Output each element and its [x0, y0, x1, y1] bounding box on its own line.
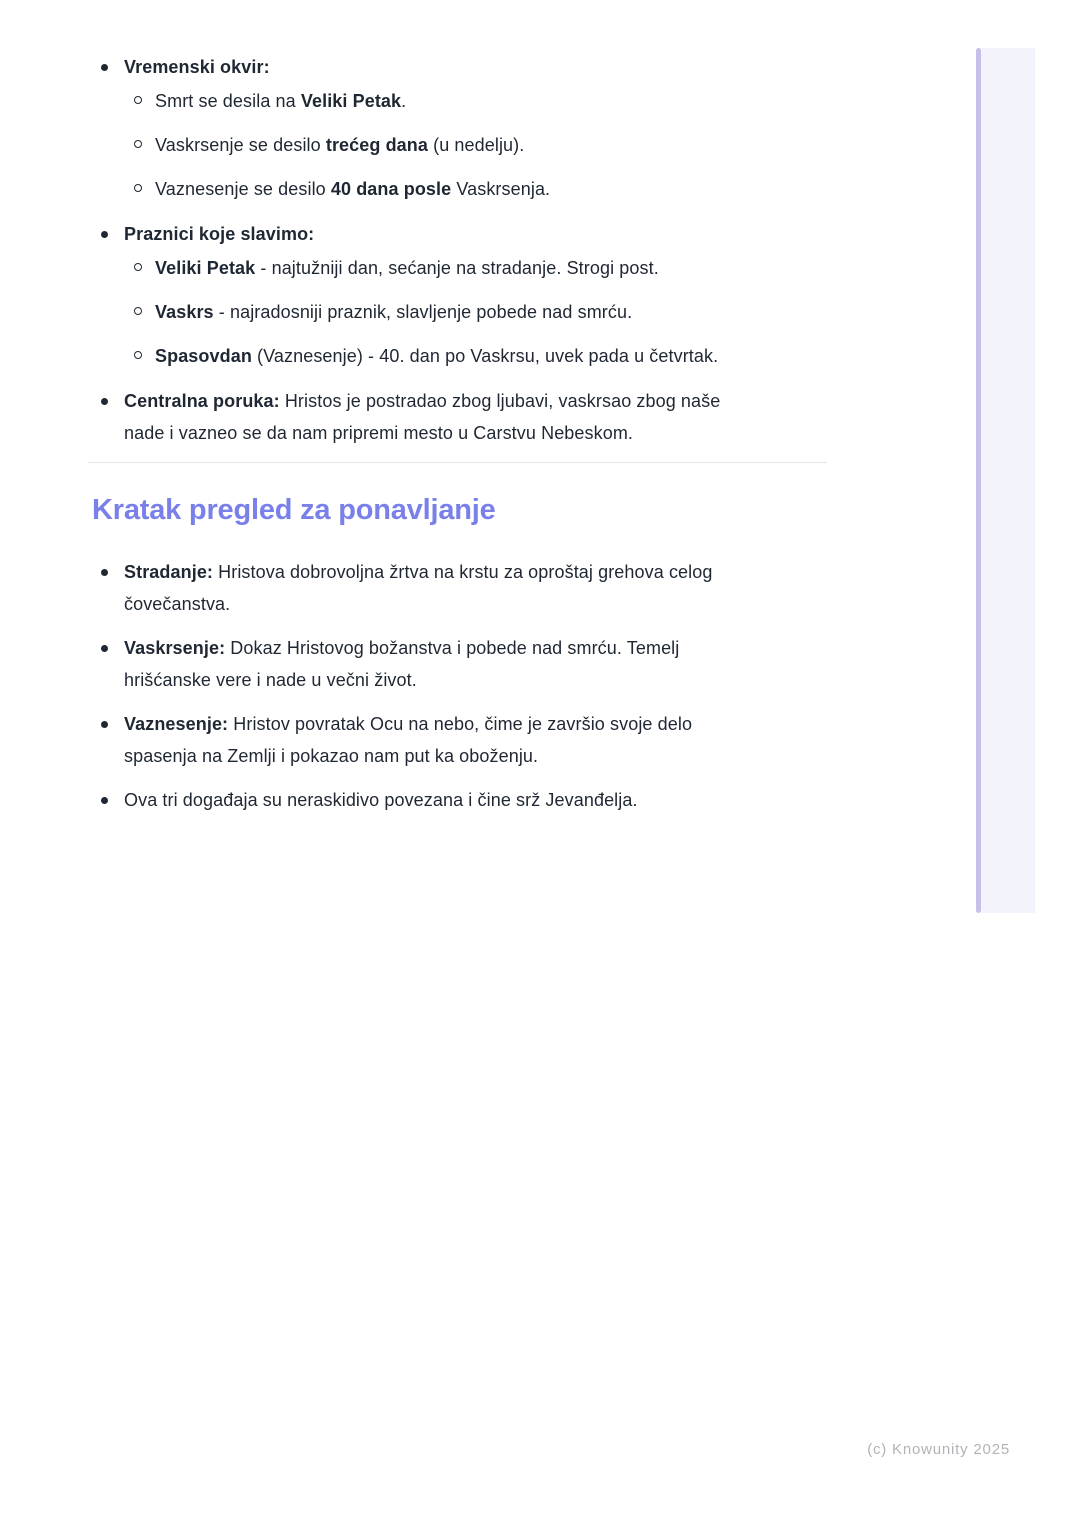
bold-text: Spasovdan [155, 346, 252, 366]
list-item-text [155, 173, 550, 205]
text-run: hrišćanske vere i nade u večni život. [124, 670, 417, 690]
bullet-circle-marker [134, 140, 142, 148]
bold-text: Centralna poruka: [124, 391, 280, 411]
list-item-text [124, 385, 720, 449]
text-run: - najradosniji praznik, slavljenje pobede nad smrću. [213, 302, 633, 322]
bold-text: Veliki Petak [300, 91, 402, 111]
text-run: Hristos je postradao zbog ljubavi, vaskrsao zbog naše [279, 391, 721, 411]
list-group [88, 51, 1080, 205]
list-item [101, 632, 1080, 696]
bold-text: Vaskrs [155, 302, 214, 322]
bold-text: Veliki Petak [155, 258, 256, 278]
list-item [101, 385, 1080, 449]
scrollbar-track[interactable] [981, 48, 1035, 913]
list-item-text [124, 784, 638, 816]
bullet-disc-marker [101, 64, 108, 71]
text-run: Ova tri događaja su neraskidivo povezana i čine srž Jevanđelja. [124, 790, 638, 810]
bold-text: 40 dana posle [330, 179, 452, 199]
list-item-text [155, 340, 718, 372]
bullet-disc-marker [101, 645, 108, 652]
text-run: Dokaz Hristovog božanstva i pobede nad smrću. Temelj [225, 638, 680, 658]
footer-copyright: (c) Knowunity 2025 [867, 1441, 1010, 1458]
bold-text: Vremenski okvir: [124, 57, 270, 77]
outline-list [88, 51, 1080, 449]
bullet-circle-marker [134, 184, 142, 192]
list-item [101, 556, 1080, 620]
list-item-text [155, 296, 632, 328]
list-item-text [155, 129, 524, 161]
bullet-disc-marker [101, 398, 108, 405]
list-item-text [124, 632, 679, 696]
list-item-text [155, 252, 659, 284]
list-item-text [124, 218, 314, 250]
list-item-text [124, 556, 712, 620]
list-item [134, 173, 1080, 205]
list-item-text [124, 708, 692, 772]
bullet-circle-marker [134, 263, 142, 271]
text-run: čovečanstva. [124, 594, 231, 614]
bold-text: Praznici koje slavimo: [124, 224, 315, 244]
list-item [101, 708, 1080, 772]
list-item-text [124, 51, 270, 83]
bold-text: Vaskrsenje: [124, 638, 226, 658]
text-run: nade i vazneo se da nam pripremi mesto u Carstvu Nebeskom. [124, 423, 634, 443]
text-run: (u nedelju). [428, 135, 525, 155]
bullet-circle-marker [134, 351, 142, 359]
bullet-disc-marker [101, 721, 108, 728]
list-item [134, 252, 1080, 284]
bold-text: Vaznesenje: [124, 714, 229, 734]
list-group [88, 385, 1080, 449]
text-run: spasenja na Zemlji i pokazao nam put ka oboženju. [124, 746, 539, 766]
list-item [101, 784, 1080, 816]
list-group [88, 218, 1080, 372]
text-run: Hristov povratak Ocu na nebo, čime je završio svoje delo [228, 714, 693, 734]
text-run: Vaznesenje se desilo [155, 179, 331, 199]
text-run: (Vaznesenje) - 40. dan po Vaskrsu, uvek pada u četvrtak. [251, 346, 719, 366]
text-run: Hristova dobrovoljna žrtva na krstu za oproštaj grehova celog [213, 562, 713, 582]
bullet-disc-marker [101, 569, 108, 576]
text-run: Vaskrsenja. [451, 179, 551, 199]
list-item [101, 51, 1080, 83]
list-item-text [155, 85, 406, 117]
bullet-disc-marker [101, 797, 108, 804]
text-run: Smrt se desila na [155, 91, 301, 111]
scrollbar-thumb[interactable] [976, 48, 981, 913]
list-item [101, 218, 1080, 250]
bold-text: Stradanje: [124, 562, 214, 582]
text-run: . [401, 91, 407, 111]
section-divider [88, 462, 827, 463]
list-item [134, 85, 1080, 117]
text-run: Vaskrsenje se desilo [155, 135, 326, 155]
section-heading: Kratak pregled za ponavljanje [92, 494, 496, 526]
review-list [88, 556, 1080, 816]
bullet-circle-marker [134, 96, 142, 104]
bullet-disc-marker [101, 231, 108, 238]
list-item [134, 129, 1080, 161]
list-item [134, 296, 1080, 328]
text-run: - najtužniji dan, sećanje na stradanje. Strogi post. [255, 258, 659, 278]
list-item [134, 340, 1080, 372]
bold-text: trećeg dana [325, 135, 428, 155]
bullet-circle-marker [134, 307, 142, 315]
